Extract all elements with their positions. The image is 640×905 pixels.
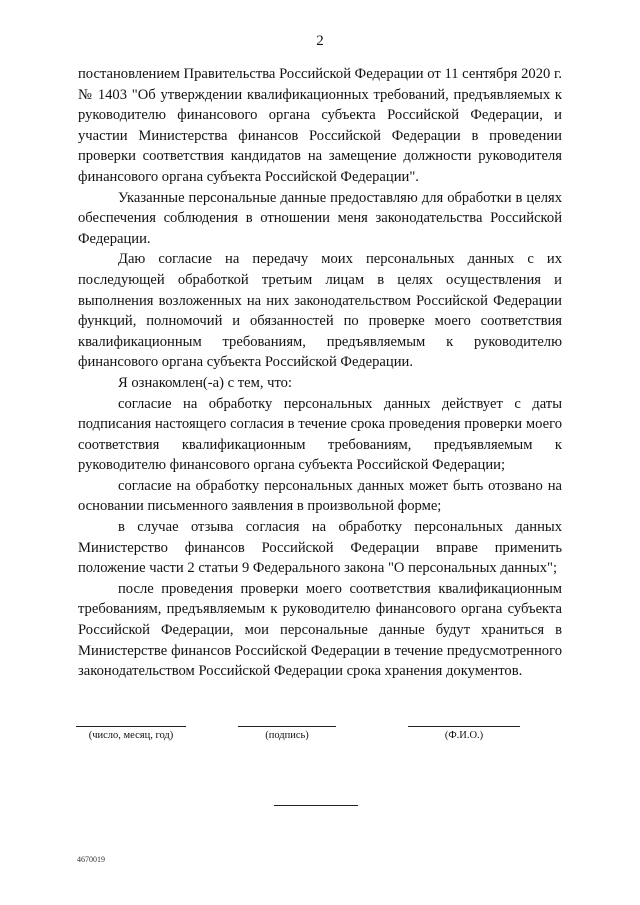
document-body [78,64,562,682]
paragraph-acknowledged: Я ознакомлен(-а) с тем, что: [118,374,292,391]
name-line [408,726,520,727]
signature-label: (подпись) [265,730,309,741]
paragraph-revocation-consequence: в случае отзыва согласия на обработку персональных данных Министерство финансов Российской Федерации вправе применить положение части 2 статьи 9 Федерального закона "О персональных данных"; [78,519,562,577]
date-label: (число, месяц, год) [88,730,174,741]
page-number: 2 [316,33,324,49]
date-line [76,726,186,727]
paragraph-purpose: Указанные персональные данные предоставляю для обработки в целях обеспечения соблюдения в отношении меня законодательства Российской Федерации. [78,189,562,247]
paragraph-consent-transfer: Даю согласие на передачу моих персональных данных с их последующей обработкой третьим лицам в целях осуществления и выполнения возложенных на них законодательством Российской Федерации функций, полномочий и обязанностей по проверке моего соответствия квалификационным требованиям, предъявляемым к руководителю финансового органа субъекта Российской Федерации. [78,251,562,371]
end-divider [274,805,358,806]
paragraph-resolution-reference: постановлением Правительства Российской Федерации от 11 сентября 2020 г. № 1403 "Об утверждении квалификационных требований, предъявляемых к руководителю финансового органа субъекта Российской Федерации, и участии Министерства финансов Российской Федерации в проведении проверки соответствия кандидатов на замещение должности руководителя финансового органа субъекта Российской Федерации". [78,66,562,185]
signature-date-field [76,726,186,741]
signature-line [238,726,336,727]
name-label: (Ф.И.О.) [444,730,484,741]
document-code: 4670019 [77,855,105,864]
signature-sign-field [238,726,336,741]
paragraph-data-retention: после проведения проверки моего соответствия квалификационным требованиям, предъявляемым к руководителю финансового органа субъекта Российской Федерации, мои персональные данные будут храниться в Министерстве финансов Российской Федерации в течение предусмотренного законодательством Российской Федерации срока хранения документов. [78,580,562,680]
paragraph-consent-validity: согласие на обработку персональных данных действует с даты подписания настоящего согласия в течение срока проведения проверки моего соответствия квалификационным требованиям, предъявляемым к руководителю финансового органа субъекта Российской Федерации; [78,395,562,474]
signature-name-field [408,726,520,741]
paragraph-consent-revocation: согласие на обработку персональных данных может быть отозвано на основании письменного заявления в произвольной форме; [78,477,562,515]
